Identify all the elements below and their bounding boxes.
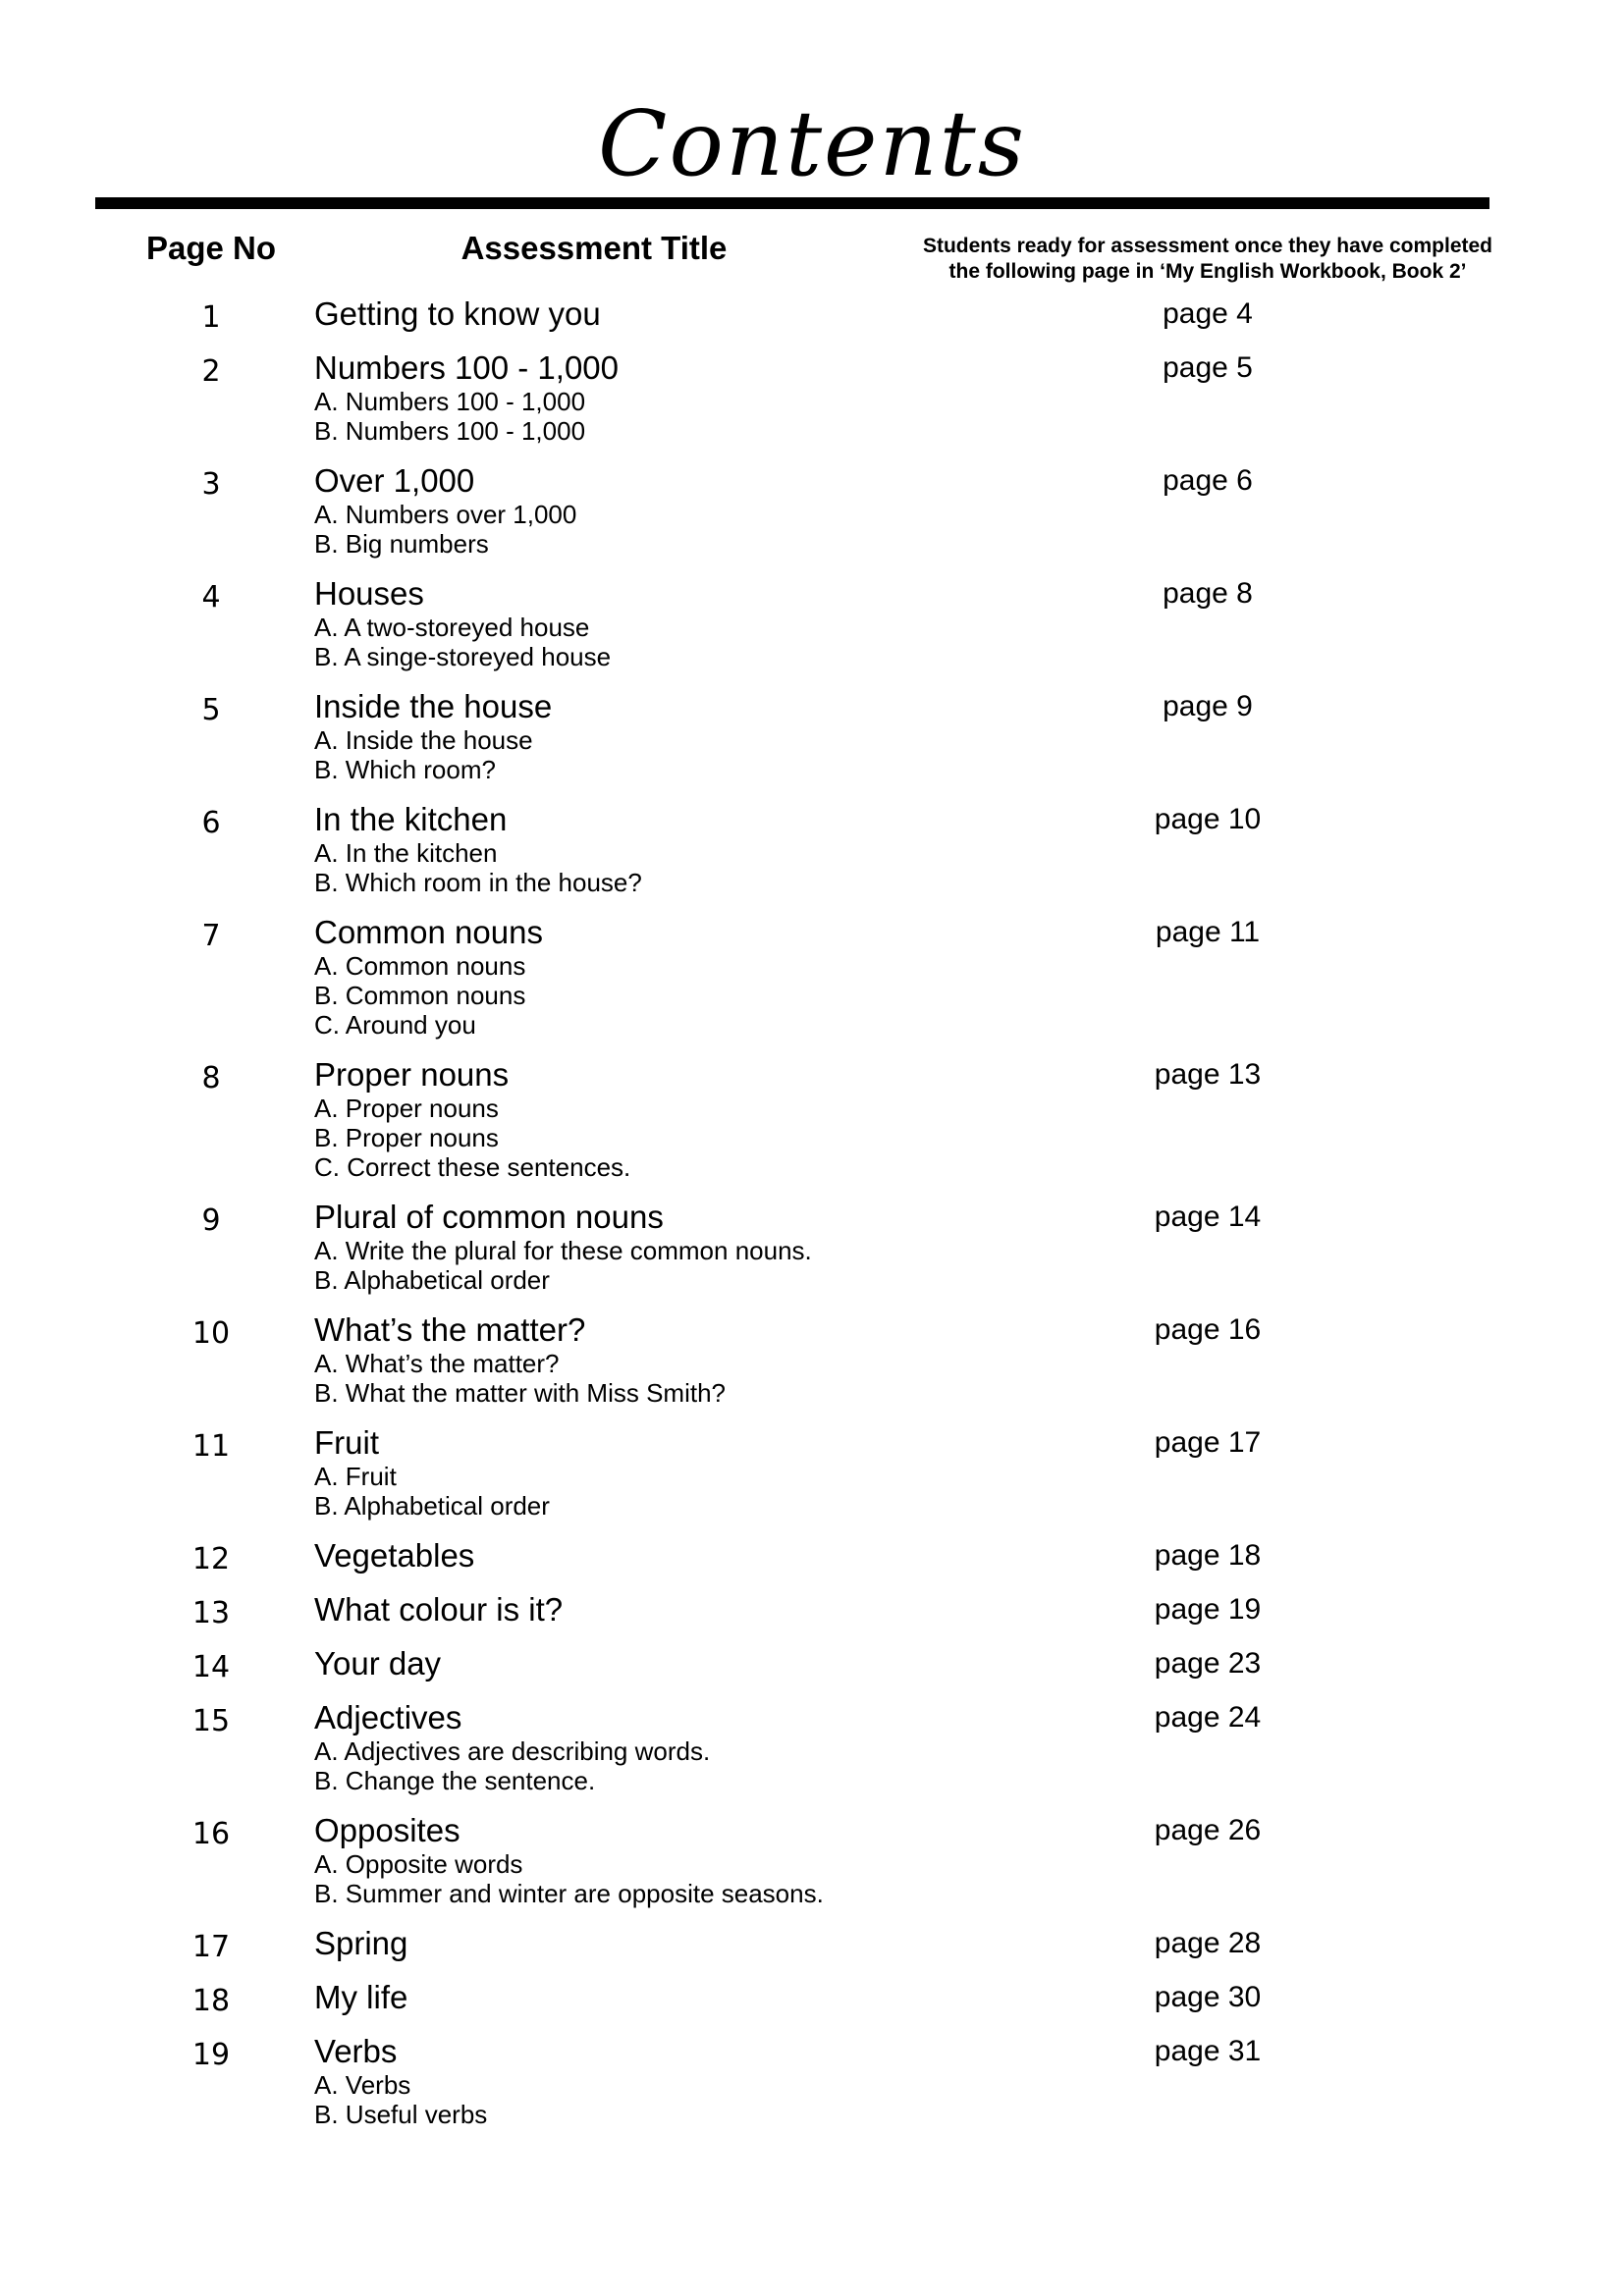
row-content (314, 2033, 1198, 2129)
workbook-page-ref: page 16 (1154, 1313, 1262, 1346)
row-number: 9 (201, 1203, 221, 1238)
assessment-subitem: A. Proper nouns (314, 1094, 499, 1123)
row-number: 1 (201, 300, 221, 335)
assessment-subitem: B. Useful verbs (314, 2100, 488, 2129)
row-content (314, 1812, 1198, 1908)
workbook-page-ref: page 11 (1155, 916, 1261, 948)
row-content (314, 1424, 1198, 1521)
workbook-page-ref: page 24 (1154, 1701, 1262, 1734)
column-header-ready-line2: the following page in ‘My English Workbook, Book 2’ (948, 260, 1467, 283)
assessment-title: Houses (314, 575, 424, 612)
assessment-title: Common nouns (314, 914, 543, 950)
contents-row (0, 688, 1624, 784)
assessment-subitem: A. Opposite words (314, 1849, 523, 1879)
contents-row (0, 1199, 1624, 1295)
row-content (314, 1699, 1198, 1795)
assessment-subitem: B. Summer and winter are opposite seasons. (314, 1879, 824, 1908)
contents-row (0, 462, 1624, 559)
row-content (314, 1537, 1198, 1575)
row-number: 4 (201, 580, 221, 614)
workbook-page-ref: page 5 (1163, 351, 1253, 384)
row-content (314, 349, 1198, 446)
title-divider (95, 197, 1489, 209)
row-number: 14 (191, 1650, 231, 1684)
contents-row (0, 349, 1624, 446)
contents-row (0, 914, 1624, 1040)
contents-row (0, 1311, 1624, 1408)
row-number: 12 (191, 1542, 231, 1576)
contents-row (0, 1979, 1624, 2016)
row-number: 10 (191, 1316, 231, 1351)
row-number: 8 (201, 1061, 221, 1095)
assessment-subitem: A. In the kitchen (314, 838, 498, 868)
assessment-subitem: A. Write the plural for these common nouns. (314, 1236, 812, 1265)
column-header-page-no: Page No (145, 230, 277, 266)
assessment-subitem: A. Numbers over 1,000 (314, 500, 577, 529)
row-content (314, 1199, 1198, 1295)
contents-row (0, 1925, 1624, 1962)
assessment-title: Verbs (314, 2033, 398, 2069)
workbook-page-ref: page 6 (1163, 464, 1253, 497)
row-number: 11 (191, 1429, 231, 1464)
assessment-title: My life (314, 1979, 408, 2015)
assessment-title: What colour is it? (314, 1591, 564, 1628)
workbook-page-ref: page 23 (1154, 1647, 1262, 1680)
assessment-title: Over 1,000 (314, 462, 475, 499)
row-content (314, 914, 1198, 1040)
assessment-subitem: B. A singe-storeyed house (314, 642, 612, 671)
assessment-subitem: A. Verbs (314, 2070, 411, 2100)
assessment-subitem: A. A two-storeyed house (314, 613, 590, 642)
contents-row (0, 1424, 1624, 1521)
workbook-page-ref: page 9 (1163, 690, 1253, 722)
assessment-subitem: A. Inside the house (314, 725, 533, 755)
assessment-subitem: B. Numbers 100 - 1,000 (314, 416, 586, 446)
assessment-title: Opposites (314, 1812, 460, 1848)
contents-row (0, 575, 1624, 671)
workbook-page-ref: page 10 (1154, 803, 1262, 835)
row-number: 16 (191, 1817, 231, 1851)
row-number: 17 (191, 1930, 231, 1964)
assessment-title: What’s the matter? (314, 1311, 586, 1348)
assessment-subitem: C. Correct these sentences. (314, 1152, 631, 1182)
workbook-page-ref: page 26 (1154, 1814, 1262, 1846)
workbook-page-ref: page 30 (1154, 1981, 1262, 2013)
row-content (314, 1645, 1198, 1682)
workbook-page-ref: page 18 (1154, 1539, 1262, 1572)
assessment-title: Vegetables (314, 1537, 475, 1574)
row-content (314, 1056, 1198, 1182)
row-number: 18 (191, 1984, 231, 2018)
contents-row (0, 801, 1624, 897)
row-content (314, 1979, 1198, 2016)
assessment-title: Proper nouns (314, 1056, 510, 1093)
assessment-title: In the kitchen (314, 801, 508, 837)
assessment-title: Plural of common nouns (314, 1199, 664, 1235)
row-content (314, 688, 1198, 784)
contents-list (0, 295, 1624, 2146)
assessment-subitem: B. Big numbers (314, 529, 489, 559)
assessment-subitem: B. Alphabetical order (314, 1491, 550, 1521)
row-content (314, 1591, 1198, 1629)
row-number: 2 (201, 354, 221, 389)
workbook-page-ref: page 17 (1154, 1426, 1262, 1459)
row-content (314, 295, 1198, 333)
workbook-page-ref: page 28 (1154, 1927, 1262, 1959)
assessment-subitem: B. Which room in the house? (314, 868, 642, 897)
row-number: 7 (201, 919, 221, 953)
assessment-title: Getting to know you (314, 295, 601, 332)
row-number: 6 (201, 806, 221, 840)
workbook-page-ref: page 13 (1154, 1058, 1262, 1091)
row-number: 13 (191, 1596, 231, 1630)
assessment-title: Spring (314, 1925, 408, 1961)
assessment-subitem: A. Numbers 100 - 1,000 (314, 387, 586, 416)
row-number: 5 (201, 693, 221, 727)
contents-row (0, 1645, 1624, 1682)
contents-row (0, 2033, 1624, 2129)
workbook-page-ref: page 14 (1154, 1201, 1262, 1233)
row-number: 15 (191, 1704, 231, 1738)
workbook-page-ref: page 31 (1154, 2035, 1262, 2067)
assessment-subitem: A. What’s the matter? (314, 1349, 560, 1378)
row-content (314, 1925, 1198, 1962)
column-header-assessment-title: Assessment Title (460, 230, 728, 266)
contents-row (0, 1699, 1624, 1795)
assessment-subitem: B. Common nouns (314, 981, 526, 1010)
assessment-title: Adjectives (314, 1699, 462, 1735)
assessment-title: Your day (314, 1645, 442, 1682)
row-content (314, 801, 1198, 897)
assessment-subitem: B. Proper nouns (314, 1123, 499, 1152)
assessment-subitem: B. Which room? (314, 755, 496, 784)
assessment-title: Numbers 100 - 1,000 (314, 349, 620, 386)
workbook-page-ref: page 19 (1154, 1593, 1262, 1626)
column-header-ready-line1: Students ready for assessment once they have completed (922, 235, 1493, 257)
workbook-page-ref: page 4 (1163, 297, 1253, 330)
assessment-title: Inside the house (314, 688, 553, 724)
assessment-subitem: C. Around you (314, 1010, 476, 1040)
workbook-page-ref: page 8 (1163, 577, 1253, 610)
assessment-subitem: A. Fruit (314, 1462, 397, 1491)
column-header-ready (864, 234, 1551, 285)
contents-row (0, 1056, 1624, 1182)
contents-row (0, 1812, 1624, 1908)
assessment-subitem: B. Alphabetical order (314, 1265, 550, 1295)
assessment-subitem: A. Adjectives are describing words. (314, 1736, 711, 1766)
row-content (314, 1311, 1198, 1408)
contents-row (0, 295, 1624, 333)
row-number: 3 (201, 467, 221, 502)
row-content (314, 462, 1198, 559)
assessment-subitem: B. Change the sentence. (314, 1766, 596, 1795)
page-title: Contents (598, 91, 1026, 196)
row-content (314, 575, 1198, 671)
assessment-subitem: A. Common nouns (314, 951, 526, 981)
row-number: 19 (191, 2038, 231, 2072)
assessment-subitem: B. What the matter with Miss Smith? (314, 1378, 727, 1408)
contents-row (0, 1537, 1624, 1575)
assessment-title: Fruit (314, 1424, 379, 1461)
contents-row (0, 1591, 1624, 1629)
